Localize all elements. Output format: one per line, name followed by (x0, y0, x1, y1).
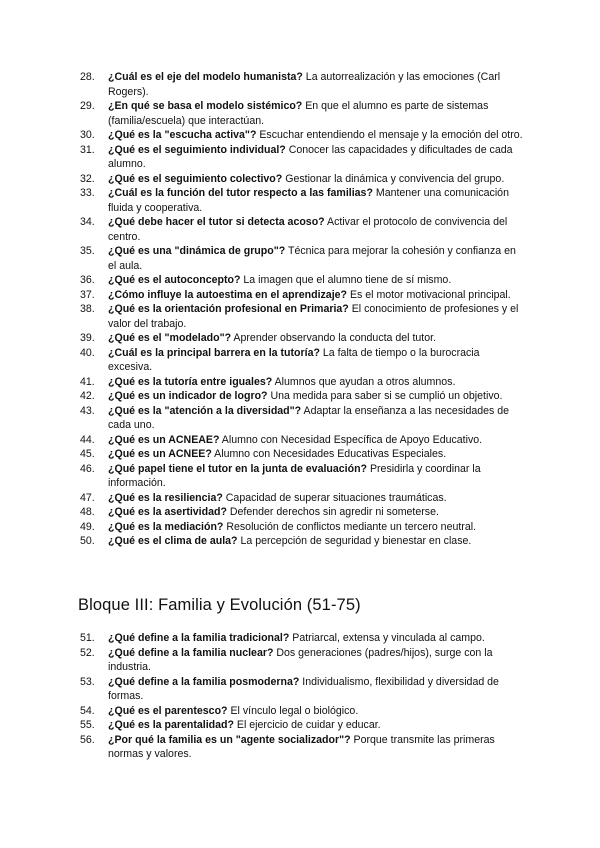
list-item (0, 704, 600, 719)
item-number: 43. (80, 404, 95, 417)
list-item (0, 404, 600, 433)
list-item (0, 99, 600, 128)
list-item (0, 302, 600, 331)
answer-text: Alumno con Necesidades Educativas Especiales. (211, 448, 447, 460)
question-text: ¿Qué es la asertividad? (108, 506, 227, 518)
question-text: ¿Qué es el autoconcepto? (108, 274, 241, 286)
answer-text: En que el alumno es parte de sistemas (familia/escuela) que interactúan. (108, 100, 489, 127)
answer-text: Técnica para mejorar la cohesión y confianza en el aula. (108, 245, 516, 272)
answer-text: Presidirla y coordinar la información. (108, 462, 481, 489)
answer-text: El ejercicio de cuidar y educar. (233, 719, 381, 731)
question-text: ¿En qué se basa el modelo sistémico? (108, 100, 303, 112)
list-item (0, 389, 600, 404)
answer-text: Defender derechos sin agredir ni someterse. (226, 506, 439, 518)
answer-text: Resolución de conflictos mediante un tercero neutral. (223, 520, 477, 533)
item-number: 28. (80, 71, 95, 83)
answer-text: El vínculo legal o biológico. (227, 704, 359, 717)
list-item (0, 718, 600, 733)
item-number: 34. (80, 216, 95, 228)
list-item (0, 675, 600, 704)
question-text: ¿Qué es un ACNEAE? (108, 433, 220, 446)
question-text: ¿Qué debe hacer el tutor si detecta acoso? (108, 216, 325, 228)
answer-text: Una medida para saber si se cumplió un objetivo. (267, 390, 503, 402)
question-text: ¿Qué es un ACNEE? (108, 448, 212, 460)
answer-text: Es el motor motivacional principal. (347, 288, 511, 301)
question-text: ¿Qué define a la familia posmoderna? (108, 675, 300, 688)
item-number: 35. (80, 245, 95, 257)
item-number: 41. (80, 375, 95, 388)
question-text: ¿Qué es la parentalidad? (108, 719, 234, 731)
answer-text: Mantener una comunicación fluida y cooperativa. (108, 187, 509, 214)
list-item (0, 733, 600, 762)
list-item (0, 244, 600, 273)
question-text: ¿Qué define a la familia nuclear? (108, 646, 274, 659)
question-text: ¿Qué es la "escucha activa"? (108, 129, 257, 141)
question-text: ¿Cuál es la función del tutor respecto a las familias? (108, 187, 373, 199)
question-text: ¿Cómo influye la autoestima en el aprendizaje? (108, 288, 348, 301)
answer-text: Individualismo, flexibilidad y diversidad de formas. (108, 675, 499, 702)
item-number: 38. (80, 303, 95, 315)
list-item (0, 491, 600, 506)
answer-text: Alumno con Necesidad Específica de Apoyo Educativo. (219, 433, 483, 446)
list-item (0, 462, 600, 491)
answer-text: Activar el protocolo de convivencia del centro. (108, 216, 508, 243)
question-text: ¿Cuál es el eje del modelo humanista? (108, 71, 303, 83)
item-number: 55. (80, 719, 95, 731)
item-number: 32. (80, 172, 95, 185)
item-number: 48. (80, 506, 95, 518)
section-heading: Bloque III: Familia y Evolución (51-75) (78, 596, 361, 614)
answer-text: La percepción de seguridad y bienestar en clase. (237, 535, 472, 547)
list-item (0, 646, 600, 675)
answer-text: Capacidad de superar situaciones traumáticas. (222, 491, 447, 504)
list-item (0, 631, 600, 646)
list-item (0, 288, 600, 303)
list-item (0, 331, 600, 346)
list-item (0, 520, 600, 535)
item-number: 36. (80, 274, 95, 286)
answer-text: Conocer las capacidades y dificultades de cada alumno. (108, 143, 513, 170)
question-text: ¿Qué es la "atención a la diversidad"? (108, 404, 302, 417)
item-number: 53. (80, 675, 95, 688)
question-text: ¿Qué es el seguimiento individual? (108, 143, 286, 156)
question-text: ¿Qué es el parentesco? (108, 704, 228, 717)
list-item (0, 128, 600, 143)
question-list-block-3 (0, 631, 600, 762)
answer-text: Porque transmite las primeras normas y valores. (108, 733, 495, 760)
list-item (0, 143, 600, 172)
question-text: ¿Por qué la familia es un "agente socializador"? (108, 733, 351, 746)
list-item (0, 186, 600, 215)
item-number: 44. (80, 433, 95, 446)
list-item (0, 375, 600, 390)
item-number: 39. (80, 332, 95, 344)
answer-text: Dos generaciones (padres/hijos), surge con la industria. (108, 646, 493, 673)
question-text: ¿Qué es la tutoría entre iguales? (108, 375, 273, 388)
item-number: 50. (80, 535, 95, 547)
item-number: 47. (80, 491, 95, 504)
question-text: ¿Qué es el "modelado"? (108, 332, 232, 344)
question-text: ¿Qué es la orientación profesional en Primaria? (108, 303, 349, 315)
question-text: ¿Qué es una "dinámica de grupo"? (108, 245, 286, 257)
question-text: ¿Qué papel tiene el tutor en la junta de evaluación? (108, 462, 368, 475)
list-item (0, 534, 600, 549)
item-number: 49. (80, 520, 95, 533)
answer-text: Alumnos que ayudan a otros alumnos. (272, 375, 456, 388)
item-number: 52. (80, 646, 95, 659)
list-item (0, 433, 600, 448)
item-number: 46. (80, 462, 95, 475)
list-item (0, 273, 600, 288)
answer-text: Patriarcal, extensa y vinculada al campo. (289, 632, 485, 644)
item-number: 29. (80, 100, 95, 112)
question-list-block-2 (0, 70, 600, 549)
question-text: ¿Qué define a la familia tradicional? (108, 632, 290, 644)
list-item (0, 215, 600, 244)
item-number: 37. (80, 288, 95, 301)
item-number: 33. (80, 187, 95, 199)
item-number: 56. (80, 733, 95, 746)
answer-text: Adaptar la enseñanza a las necesidades de cada uno. (108, 404, 510, 431)
item-number: 54. (80, 704, 95, 717)
list-item (0, 70, 600, 99)
answer-text: La imagen que el alumno tiene de sí mismo. (240, 274, 452, 286)
answer-text: El conocimiento de profesiones y el valor del trabajo. (108, 303, 519, 330)
question-text: ¿Cuál es la principal barrera en la tutoría? (108, 346, 320, 359)
question-text: ¿Qué es la resiliencia? (108, 491, 223, 504)
item-number: 51. (80, 632, 95, 644)
list-item (0, 505, 600, 520)
answer-text: Escuchar entendiendo el mensaje y la emoción del otro. (256, 129, 523, 141)
item-number: 31. (80, 143, 95, 156)
question-text: ¿Qué es la mediación? (108, 520, 224, 533)
item-number: 42. (80, 390, 95, 402)
item-number: 30. (80, 129, 95, 141)
answer-text: La autorrealización y las emociones (Carl Rogers). (108, 71, 501, 98)
question-text: ¿Qué es un indicador de logro? (108, 390, 268, 402)
list-item (0, 346, 600, 375)
list-item (0, 172, 600, 187)
answer-text: Aprender observando la conducta del tutor. (231, 332, 437, 344)
item-number: 45. (80, 448, 95, 460)
list-item (0, 447, 600, 462)
question-text: ¿Qué es el clima de aula? (108, 535, 238, 547)
item-number: 40. (80, 346, 95, 359)
answer-text: Gestionar la dinámica y convivencia del grupo. (282, 172, 505, 185)
answer-text: La falta de tiempo o la burocracia excesiva. (108, 346, 480, 373)
question-text: ¿Qué es el seguimiento colectivo? (108, 172, 283, 185)
